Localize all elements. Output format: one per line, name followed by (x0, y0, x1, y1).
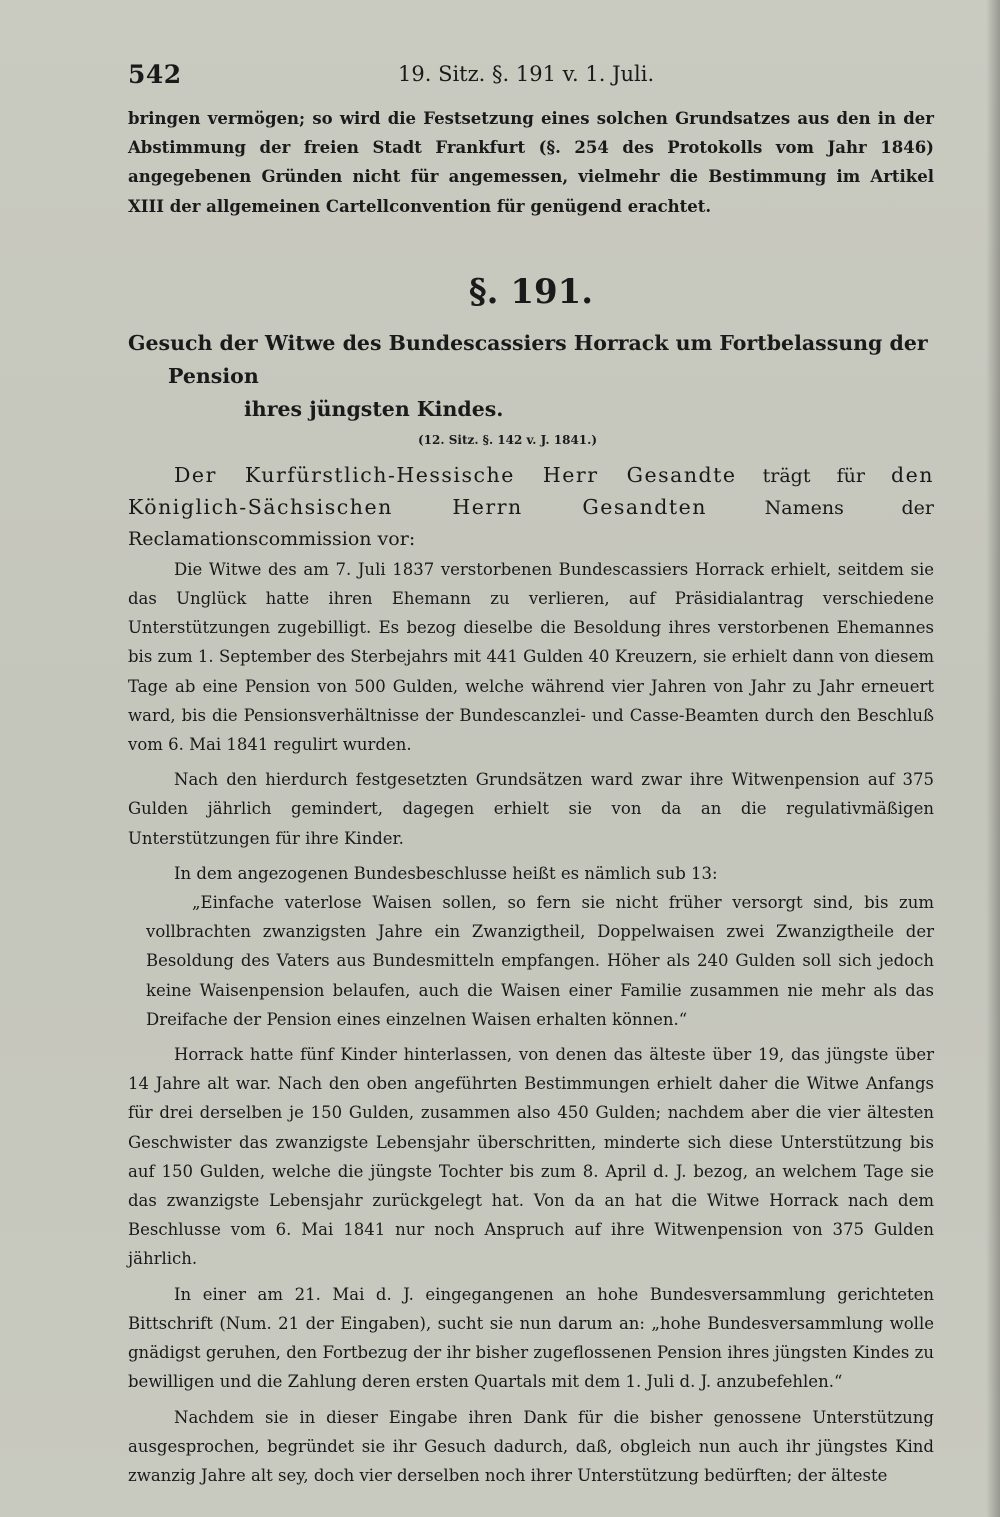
running-head: 19. Sitz. §. 191 v. 1. Juli. (398, 62, 655, 86)
continuation-paragraph: bringen vermögen; so wird die Festsetzung eines solchen Grundsatzes aus den in der Abstimmung der freien Stadt Frankfurt (§. 254 des Protokolls vom Jahr 1846) angegebenen Gründen nicht für angemessen, vielmehr die Bestimmung im Artikel XIII der allgemeinen Cartellconvention für genügend erachtet. (128, 109, 934, 216)
section-title (128, 327, 934, 426)
quote-paragraph: „Einfache vaterlose Waisen sollen, so fern sie nicht früher versorgt sind, bis zum vollbrachten zwanzigsten Jahre ein Zwanzigtheil, Doppelwaisen zwei Zwanzigtheile der Besoldung des Vaters aus Bundesmitteln empfangen. Höher als 240 Gulden soll sich jedoch keine Waisenpension belaufen, auch die Waisen einer Familie zusammen nie mehr als das Dreifache der Pension eines einzelnen Waisen erhalten können.“ (146, 893, 934, 1029)
page-header (128, 58, 934, 92)
paragraph-5: In einer am 21. Mai d. J. eingegangenen an hohe Bundesversammlung gerichteten Bittschrift (Num. 21 der Eingaben), sucht sie nun darum an: „hohe Bundesversammlung wolle gnädigst geruhen, den Fortbezug der ihr bisher zugeflossenen Pension ihres jüngsten Kindes zu bewilligen und die Zahlung deren ersten Quartals mit dem 1. Juli d. J. anzubefehlen.“ (128, 1284, 934, 1392)
paragraph-6: Nachdem sie in dieser Eingabe ihren Dank für die bisher genossene Unterstützung ausgesprochen, begründet sie ihr Gesuch dadurch, daß, obgleich nun auch ihr jüngstes Kind zwanzig Jahre alt sey, doch vier derselben noch ihrer Unterstützung bedürften; der älteste (128, 1407, 934, 1485)
section-reference: (12. Sitz. §. 142 v. J. 1841.) (418, 432, 598, 447)
paragraph-2: Nach den hierdurch festgesetzten Grundsätzen ward zwar ihre Witwenpension auf 375 Gulden jährlich gemindert, dagegen erhielt sie von da an die regulativmäßigen Unterstützungen für ihre Kinder. (128, 770, 934, 848)
paragraph-3: In dem angezogenen Bundesbeschlusse heißt es nämlich sub 13: (174, 863, 718, 883)
lead-middle: trägt für (762, 464, 865, 487)
lead-envoy-1: Der Kurfürstlich-Hessische Herr Gesandte (174, 462, 737, 487)
page-edge-shadow (986, 0, 1000, 1517)
section-title-line-2: ihres jüngsten Kindes. (244, 396, 504, 421)
lead-end: Namens der Reclamationscommission vor: (128, 496, 934, 550)
page-body (128, 104, 934, 1490)
lead-paragraph (128, 460, 934, 555)
section-number: §. 191. (468, 271, 594, 312)
page-number: 542 (128, 60, 182, 89)
paragraph-1: Die Witwe des am 7. Juli 1837 verstorbenen Bundescassiers Horrack erhielt, seitdem sie das Unglück hatte ihren Ehemann zu verlieren, auf Präsidialantrag verschiedene Unterstützungen zugebilligt. Es bezog dieselbe die Besoldung ihres verstorbenen Ehemannes bis zum 1. September des Sterbejahrs mit 441 Gulden 40 Kreuzern, sie erhielt dann von diesem Tage ab eine Pension von 500 Gulden, welche während vier Jahren von Jahr zu Jahr erneuert ward, bis die Pensionsverhältnisse der Bundescanzlei- und Casse-Beamten durch den Beschluß vom 6. Mai 1841 regulirt wurden. (128, 559, 934, 755)
paragraph-4: Horrack hatte fünf Kinder hinterlassen, von denen das älteste über 19, das jüngste über 14 Jahre alt war. Nach den oben angeführten Bestimmungen erhielt daher die Witwe Anfangs für drei derselben je 150 Gulden, zusammen also 450 Gulden; nachdem aber die vier ältesten Geschwister das zwanzigste Lebensjahr überschritten, minderte sich diese Unterstützung bis auf 150 Gulden, welche die jüngste Tochter bis zum 8. April d. J. bezog, an welchem Tage sie das zwanzigste Lebensjahr zurückgelegt hat. Von da an hat die Witwe Horrack nach dem Beschlusse vom 6. Mai 1841 nur noch Anspruch auf ihre Witwenpension von 375 Gulden jährlich. (128, 1045, 934, 1269)
section-title-line-1: Gesuch der Witwe des Bundescassiers Horrack um Fortbelassung der Pension (128, 330, 928, 388)
lead-envoy-2: den Königlich-Sächsischen Herrn Gesandten (128, 462, 935, 519)
